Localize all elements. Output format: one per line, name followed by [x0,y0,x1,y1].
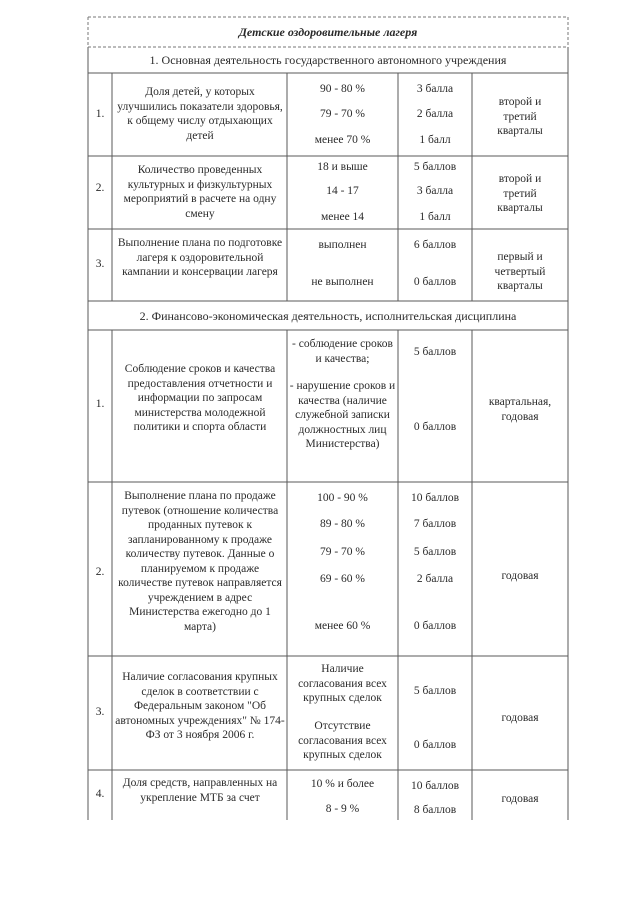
row-number: 1. [95,398,105,410]
row-number: 4. [95,788,105,800]
value-cell: 79 - 70 % [319,546,366,558]
period-cell: годовая [501,793,539,805]
row-number: 3. [95,706,105,718]
value-cell: менее 60 % [314,620,371,632]
value-cell: 14 - 17 [326,185,359,197]
value-cell: - соблюдение сроков и качества; [292,338,393,365]
row-number: 1. [95,108,105,120]
score-cell: 3 балла [416,185,454,197]
score-cell: 6 баллов [413,239,457,251]
score-cell: 10 баллов [410,492,460,504]
score-cell: 7 баллов [413,518,457,530]
period-cell: годовая [501,570,539,582]
period-cell: второй и третий кварталы [497,173,543,214]
score-cell: 3 балла [416,83,454,95]
value-cell: не выполнен [311,276,374,288]
section-heading-2: 2. Финансово-экономическая деятельность, исполнительская дисциплина [139,309,517,323]
value-cell: 8 - 9 % [325,803,360,815]
score-cell: 10 баллов [410,780,460,792]
value-cell: Наличие согласования всех крупных сделок [298,663,387,704]
score-cell: 0 баллов [413,620,457,632]
period-cell: годовая [501,712,539,724]
period-cell: первый и четвертый кварталы [494,251,546,292]
value-cell: менее 70 % [314,134,371,146]
score-cell: 1 балл [419,211,451,223]
score-cell: 5 баллов [413,346,457,358]
score-cell: 5 баллов [413,546,457,558]
row-number: 2. [95,566,105,578]
score-cell: 2 балла [416,573,454,585]
criterion-cell: Количество проведенных культурных и физкультурных мероприятий в расчете на одну смену [123,164,277,220]
period-cell: квартальная, годовая [488,396,552,423]
criterion-cell: Выполнение плана по подготовке лагеря к оздоровительной кампании и консервации лагеря [117,237,283,278]
score-cell: 0 баллов [413,421,457,433]
score-cell: 8 баллов [413,804,457,816]
score-cell: 5 баллов [413,685,457,697]
value-cell: 89 - 80 % [319,518,366,530]
row-number: 3. [95,258,105,270]
criterion-cell: Выполнение плана по продаже путевок (отношение количества проданных путевок к запланированному к продаже количеству путевок. Данные о планируемом к продаже количестве путевок направляется учреждением в адрес Министерства ежегодно до 1 марта) [118,490,282,633]
score-cell: 1 балл [419,134,451,146]
document-title: Детские оздоровительные лагеря [238,25,418,39]
value-cell: выполнен [318,239,367,251]
score-cell: 0 баллов [413,739,457,751]
score-cell: 5 баллов [413,161,457,173]
value-cell: 90 - 80 % [319,83,366,95]
value-cell: 100 - 90 % [317,492,368,504]
criterion-cell: Доля средств, направленных на укрепление МТБ за счет [122,777,278,804]
criterion-cell: Доля детей, у которых улучшились показатели здоровья, к общему числу отдыхающих детей [117,86,283,142]
score-cell: 0 баллов [413,276,457,288]
section-heading-1: 1. Основная деятельность государственного автономного учреждения [149,53,507,67]
criterion-cell: Наличие согласования крупных сделок в соответствии с Федеральным законом "Об автономных учреждениях" № 174-ФЗ от 3 ноября 2006 г. [115,671,285,741]
value-cell: 69 - 60 % [319,573,366,585]
value-cell: менее 14 [320,211,365,223]
criterion-cell: Соблюдение сроков и качества предоставления отчетности и информации по запросам министерства молодежной политики и спорта области [124,363,276,433]
period-cell: второй и третий кварталы [497,96,543,137]
value-cell: 79 - 70 % [319,108,366,120]
value-cell: 18 и выше [317,161,368,173]
value-cell: Отсутствие согласования всех крупных сделок [298,720,387,761]
value-cell: 10 % и более [310,778,375,790]
score-cell: 2 балла [416,108,454,120]
value-cell: - нарушение сроков и качества (наличие служебной записки должностных лиц Министерства) [289,380,396,450]
row-number: 2. [95,182,105,194]
